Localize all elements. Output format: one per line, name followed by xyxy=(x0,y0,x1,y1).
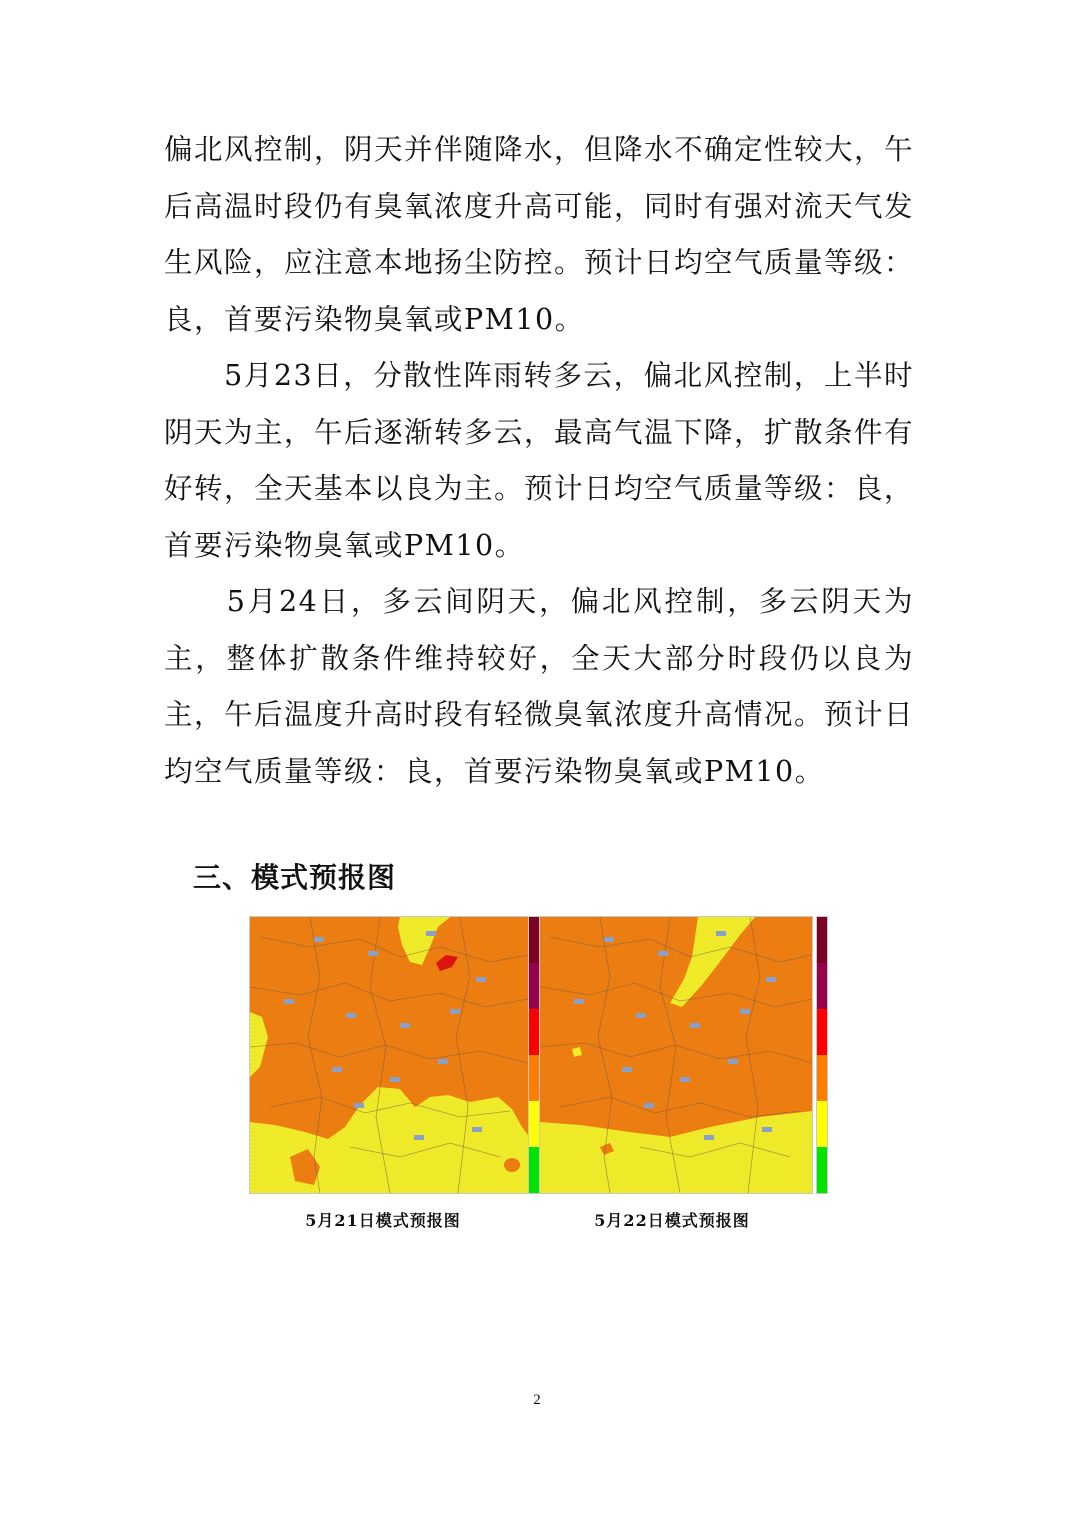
legend-bar-may-22 xyxy=(816,916,828,1194)
paragraph-may-23: 5月23日，分散性阵雨转多云，偏北风控制，上半时阴天为主，午后逐渐转多云，最高气温下降，扩散条件有好转，全天基本以良为主。预计日均空气质量等级：良，首要污染物臭氧或PM10。 xyxy=(164,359,915,562)
forecast-map-may-22 xyxy=(539,916,813,1194)
legend-swatch-excellent xyxy=(529,1147,539,1193)
legend-swatch-good xyxy=(529,1101,539,1147)
legend-swatch-light xyxy=(817,1055,827,1101)
legend-swatch-very-unhealthy xyxy=(817,963,827,1009)
figure-caption-may-21: 5月21日模式预报图 xyxy=(305,1211,461,1230)
legend-swatch-light xyxy=(529,1055,539,1101)
forecast-map-may-21 xyxy=(249,916,529,1194)
legend-swatch-unhealthy xyxy=(817,1009,827,1055)
legend-swatch-excellent xyxy=(817,1147,827,1193)
legend-swatch-severe xyxy=(817,917,827,963)
figure-caption-may-22: 5月22日模式预报图 xyxy=(594,1211,750,1230)
legend-swatch-good xyxy=(817,1101,827,1147)
page-number: 2 xyxy=(533,1392,541,1408)
paragraph-continued: 偏北风控制，阴天并伴随降水，但降水不确定性较大，午后高温时段仍有臭氧浓度升高可能，同时有强对流天气发生风险，应注意本地扬尘防控。预计日均空气质量等级：良，首要污染物臭氧或PM10。 xyxy=(164,133,915,336)
section-heading: 三、模式预报图 xyxy=(193,861,397,894)
legend-swatch-severe xyxy=(529,917,539,963)
legend-swatch-unhealthy xyxy=(529,1009,539,1055)
paragraph-may-24: 5月24日，多云间阴天，偏北风控制，多云阴天为主，整体扩散条件维持较好，全天大部分时段仍以良为主，午后温度升高时段有轻微臭氧浓度升高情况。预计日均空气质量等级：良，首要污染物臭氧或PM10。 xyxy=(164,585,915,788)
legend-swatch-very-unhealthy xyxy=(529,963,539,1009)
